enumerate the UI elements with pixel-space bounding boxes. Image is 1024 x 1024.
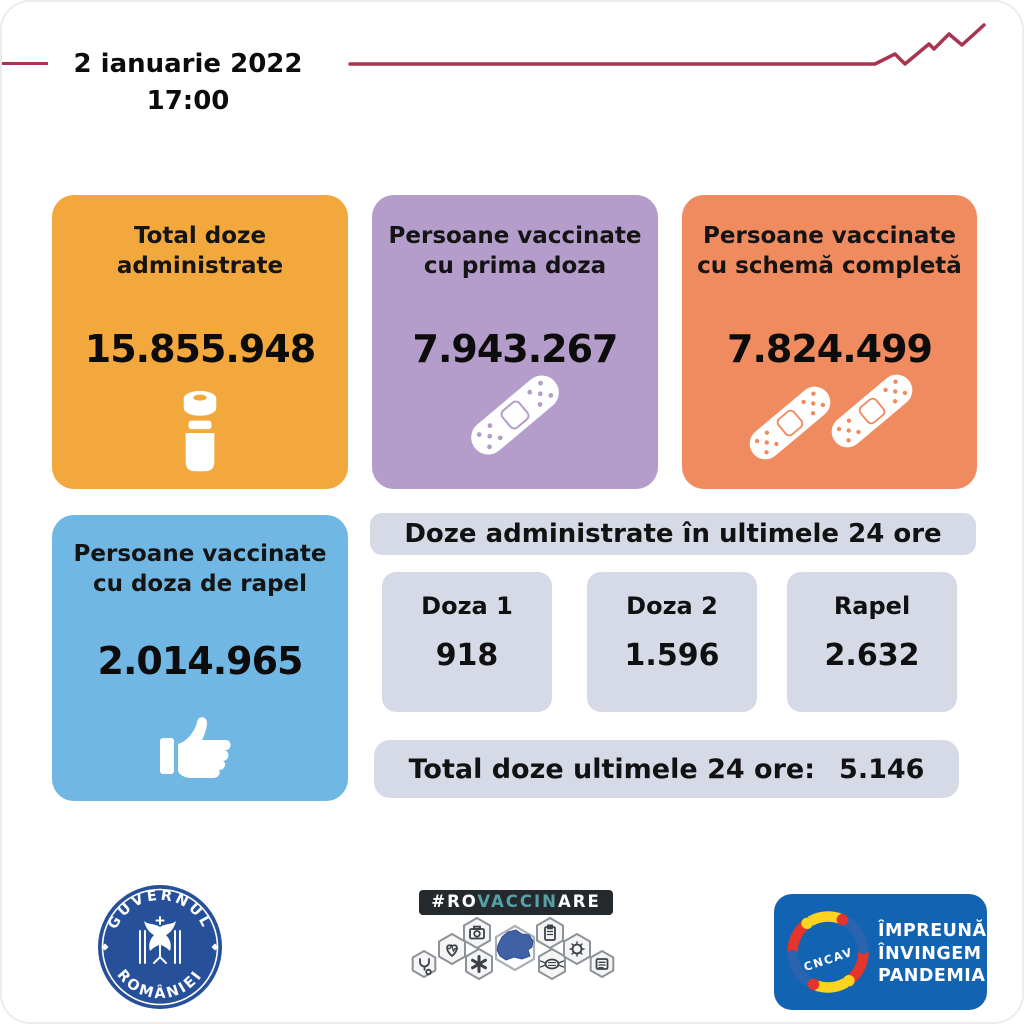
coat-of-arms-eagle	[140, 917, 180, 963]
rovaccinare-hexagon-cluster	[402, 917, 630, 995]
report-time: 17:00	[146, 86, 230, 116]
mini-card-booster-value: 2.632	[824, 638, 920, 673]
mini-card-dose2-value: 1.596	[624, 638, 720, 673]
card-full-schema	[682, 195, 977, 489]
thumbs-up-icon	[52, 699, 348, 785]
last24-total-label: Total doze ultimele 24 ore:	[408, 753, 816, 785]
government-logo-arc-top: GUVERNUL	[105, 887, 215, 932]
trend-zigzag-line	[347, 16, 1007, 76]
mini-card-dose1-label: Doza 1	[421, 592, 513, 620]
card-total-title: Total doze administrate	[116, 223, 284, 279]
card-total-doses	[52, 195, 348, 489]
last24-total-value: 5.146	[839, 753, 925, 785]
card-booster-title: Persoane vaccinate cu doza de rapel	[73, 541, 327, 597]
mini-card-dose2-label: Doza 2	[626, 592, 718, 620]
mini-card-dose2	[587, 572, 757, 712]
government-of-romania-logo	[96, 883, 224, 1011]
card-total-value: 15.855.948	[84, 327, 316, 371]
card-full-schema-value: 7.824.499	[727, 327, 932, 371]
mini-card-dose1	[382, 572, 552, 712]
government-logo-arc-bottom: ROMÂNIEI	[113, 966, 207, 1003]
card-booster	[52, 515, 348, 801]
bandage-icon	[372, 363, 658, 467]
card-booster-value: 2.014.965	[97, 639, 303, 683]
card-first-dose-value: 7.943.267	[412, 327, 618, 371]
accent-line-left	[2, 62, 48, 65]
card-first-dose-title: Persoane vaccinate cu prima doza	[388, 223, 642, 279]
cncav-acronym: CNCAV	[801, 944, 855, 974]
mini-card-booster-label: Rapel	[833, 592, 911, 620]
card-full-schema-title: Persoane vaccinate cu schemă completă	[697, 223, 962, 279]
mini-card-booster	[787, 572, 957, 712]
rovaccinare-badge: #ROVACCINARE	[419, 890, 612, 915]
last24-total-banner	[374, 740, 959, 798]
last24-banner: Doze administrate în ultimele 24 ore	[370, 513, 976, 555]
mini-card-dose1-value: 918	[435, 638, 499, 673]
vaccine-vial-icon	[52, 389, 348, 477]
report-datetime	[62, 46, 314, 120]
cncav-emblem	[780, 904, 876, 1000]
card-first-dose	[372, 195, 658, 489]
double-bandage-icon	[682, 359, 977, 471]
cncav-logo-panel	[774, 894, 987, 1010]
rovaccinare-logo	[402, 890, 630, 1002]
cncav-slogan: ÎMPREUNĂ ÎNVINGEM PANDEMIA	[878, 921, 987, 986]
report-date: 2 ianuarie 2022	[73, 49, 303, 79]
